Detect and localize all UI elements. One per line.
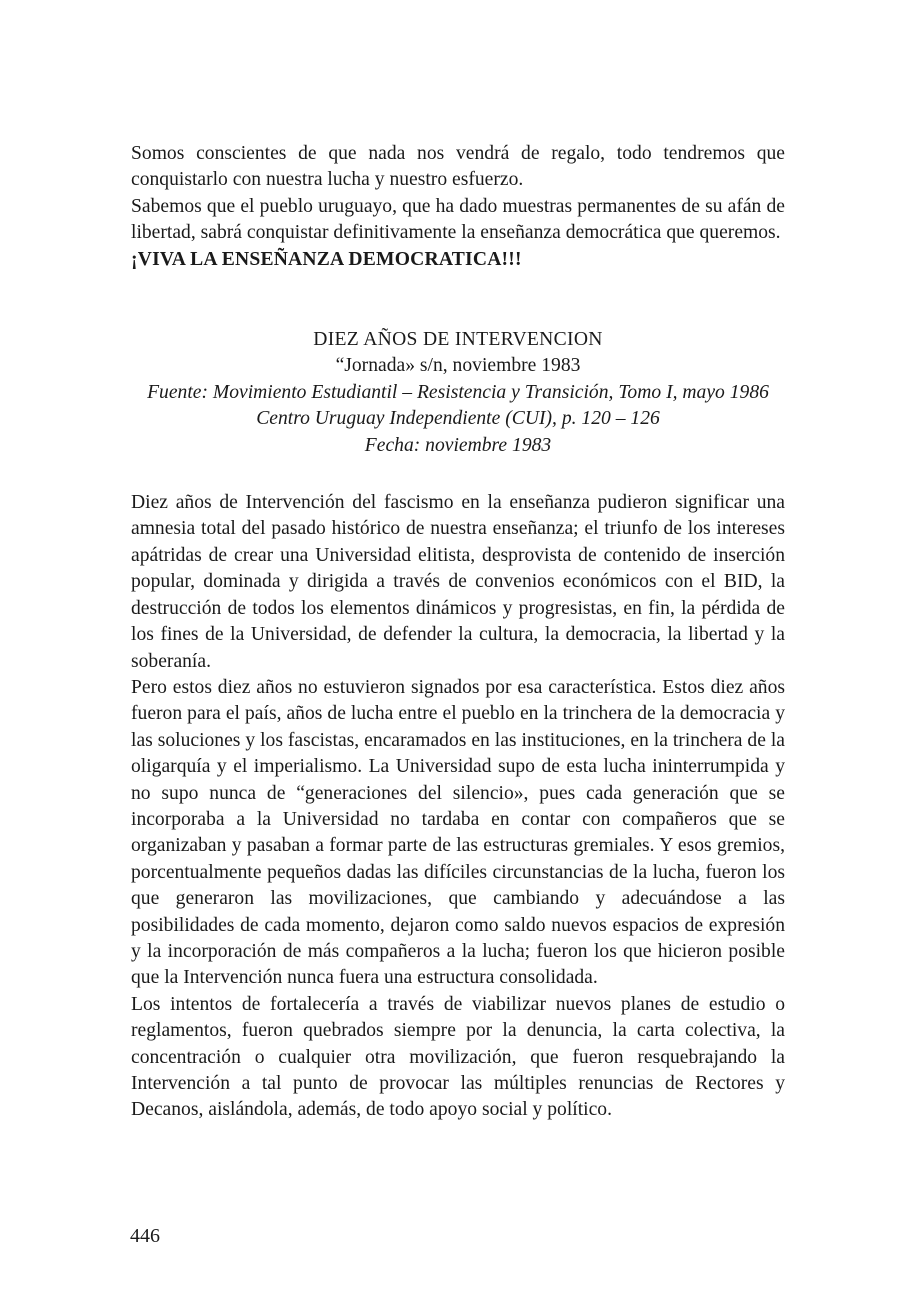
slogan: ¡VIVA LA ENSEÑANZA DEMOCRATICA!!! [131,248,522,270]
page-number: 446 [130,1225,160,1247]
article-body [131,490,785,1124]
document-page [131,141,785,1124]
article-header [131,327,785,459]
date-line: Fecha: noviembre 1983 [364,434,552,456]
source-line: Fuente: Movimiento Estudiantil – Resistencia y Transición, Tomo I, mayo 1986 [147,381,769,403]
publisher-line: Centro Uruguay Independiente (CUI), p. 120 – 126 [256,408,660,430]
body-paragraph-1: Diez años de Intervención del fascismo en la enseñanza pudieron significar una amnesia total del pasado histórico de nuestra enseñanza; el triunfo de los intereses apátridas de crear una Universidad elitista, desprovista de contenido de inserción popular, dominada y dirigida a través de convenios económicos con el BID, la destrucción de todos los elementos dinámicos y progresistas, en fin, la pérdida de los fines de la Universidad, de defender la cultura, la democracia, la libertad y la soberanía. [131,492,785,672]
intro-paragraph-2: Sabemos que el pueblo uruguayo, que ha dado muestras permanentes de su afán de libertad, sabrá conquistar definitivamente la enseñanza democrática que queremos. [131,195,785,244]
body-paragraph-3: Los intentos de fortalecería a través de viabilizar nuevos planes de estudio o reglamentos, fueron quebrados siempre por la denuncia, la carta colectiva, la concentración o cualquier otra movilización, que fueron resquebrajando la Intervención a tal punto de provocar las múltiples renuncias de Rectores y Decanos, aislándola, además, de todo apoyo social y político. [131,993,785,1121]
article-title: DIEZ AÑOS DE INTERVENCION [313,329,603,351]
article-subtitle: “Jornada» s/n, noviembre 1983 [335,355,581,377]
body-paragraph-2: Pero estos diez años no estuvieron signados por esa característica. Estos diez años fueron para el país, años de lucha entre el pueblo en la trinchera de la democracia y las soluciones y los fascistas, encaramados en las instituciones, en la trinchera de la oligarquía y el imperialismo. La Universidad supo de esta lucha ininterrumpida y no supo nunca de “generaciones del silencio», pues cada generación que se incorporaba a la Universidad no tardaba en contar con compañeros que se organizaban y pasaban a formar parte de las estructuras gremiales. Y esos gremios, porcentualmente pequeños dadas las difíciles circunstancias de la lucha, fueron los que generaron las movilizaciones, que cambiando y adecuándose a las posibilidades de cada momento, dejaron como saldo nuevos espacios de expresión y la incorporación de más compañeros a la lucha; fueron los que hicieron posible que la Intervención nunca fuera una estructura consolidada. [131,676,785,989]
intro-paragraph-1: Somos conscientes de que nada nos vendrá de regalo, todo tendremos que conquistarlo con nuestra lucha y nuestro esfuerzo. [131,143,785,191]
